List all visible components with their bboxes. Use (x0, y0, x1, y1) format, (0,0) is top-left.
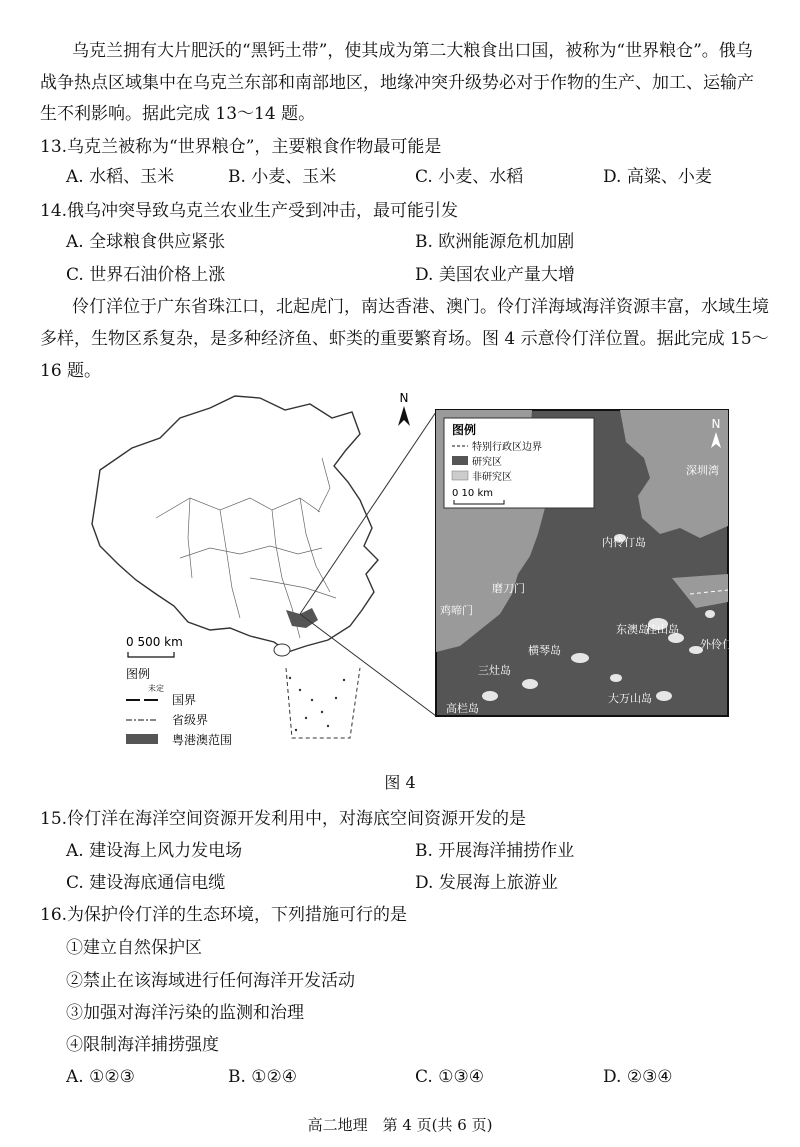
q14-stem: 14.俄乌冲突导致乌克兰农业生产受到冲击，最可能引发 (40, 201, 459, 221)
q16-item-4: ④限制海洋捕捞强度 (66, 1035, 219, 1055)
figure-4 (60, 378, 760, 756)
q13-option-c: C. 小麦、水稻 (415, 167, 524, 187)
hainan-island (274, 644, 290, 656)
q16-stem: 16.为保护伶仃洋的生态环境，下列措施可行的是 (40, 905, 408, 925)
q15-option-c: C. 建设海底通信电缆 (66, 873, 226, 893)
q14-option-c: C. 世界石油价格上涨 (66, 265, 226, 285)
nine-dash-line (286, 668, 360, 738)
china-north-arrow-icon (398, 406, 410, 426)
inset-north-label: N (711, 417, 721, 431)
china-legend-item-2: 省级界 (172, 713, 209, 727)
intro2-line-3: 16 题。 (40, 361, 102, 381)
q15-option-a: A. 建设海上风力发电场 (66, 841, 243, 861)
legend-study-area-symbol (452, 456, 468, 465)
q14-option-a: A. 全球粮食供应紧张 (66, 232, 226, 252)
china-legend-item-1: 国界 (172, 693, 197, 707)
q16-item-2: ②禁止在该海域进行任何海洋开发活动 (66, 971, 355, 991)
q15-option-b: B. 开展海洋捕捞作业 (415, 841, 575, 861)
q14-option-b: B. 欧洲能源危机加剧 (415, 232, 575, 252)
china-outline (92, 396, 378, 652)
q13-option-a: A. 水稻、玉米 (66, 167, 175, 187)
intro2-line-2: 多样，生物区系复杂，是多种经济鱼、虾类的重要繁育场。图 4 示意伶仃洋位置。据此完成 15～ (40, 329, 769, 349)
q16-option-b: B. ①②④ (228, 1067, 298, 1087)
south-sea-islands (289, 677, 345, 731)
place-longxue: 龙穴岛 (555, 434, 588, 447)
intro1-line-3: 生不利影响。据此完成 13～14 题。 (40, 104, 316, 124)
intro1-line-2: 战争热点区域集中在乌克兰东部和南部地区，地缘冲突升级势必对于作物的生产、加工、运输产 (40, 73, 754, 93)
q16-option-c: C. ①③④ (415, 1067, 484, 1087)
q13-option-b: B. 小麦、玉米 (228, 167, 337, 187)
q15-option-d: D. 发展海上旅游业 (415, 873, 558, 893)
china-legend-item-3: 粤港澳范围 (172, 733, 233, 747)
inset-map (436, 410, 744, 716)
q16-item-3: ③加强对海洋污染的监测和治理 (66, 1003, 304, 1023)
china-scale-label: 0 500 km (126, 635, 183, 649)
inset-legend-item-3: 非研究区 (472, 472, 512, 483)
china-map (92, 391, 436, 747)
place-qiao: 淇澳岛 (551, 488, 584, 501)
inset-legend-item-1: 特别行政区边界 (472, 442, 542, 453)
inset-scale-label: 0 10 km (452, 488, 493, 499)
legend-gba-symbol (126, 734, 158, 744)
q13-stem: 13.乌克兰被称为“世界粮仓”，主要粮食作物最可能是 (40, 137, 442, 157)
place-wailingding: 外伶仃岛 (700, 638, 744, 651)
place-guishan: 桂山岛 (646, 623, 679, 636)
q16-item-1: ①建立自然保护区 (66, 938, 202, 958)
intro1-line-1: 乌克兰拥有大片肥沃的“黑钙土带”，使其成为第二大粮食出口国，被称为“世界粮仓”。俄乌 (72, 41, 753, 61)
figure-4-svg (60, 378, 760, 756)
inset-legend-item-2: 研究区 (472, 457, 502, 468)
china-legend-undetermined: 未定 (148, 684, 164, 693)
q16-option-a: A. ①②③ (66, 1067, 135, 1087)
place-neilingding: 内伶仃岛 (602, 536, 646, 549)
place-dongao: 东澳岛 (616, 623, 649, 636)
place-jitimen: 鸡啼门 (440, 604, 473, 617)
china-north-label: N (399, 391, 409, 405)
inset-legend-title: 图例 (452, 423, 477, 437)
q13-option-d: D. 高粱、小麦 (603, 167, 712, 187)
q15-stem: 15.伶仃洋在海洋空间资源开发利用中，对海底空间资源开发的是 (40, 809, 527, 829)
place-shenzhenwan: 深圳湾 (686, 464, 719, 477)
place-dawanshan: 大万山岛 (608, 692, 652, 705)
figure-caption: 图 4 (384, 773, 416, 792)
place-gaolan: 高栏岛 (446, 702, 479, 715)
legend-non-study-area-symbol (452, 471, 468, 480)
china-scale-bar (128, 652, 174, 657)
page-footer: 高二地理 第 4 页(共 6 页) (307, 1116, 493, 1134)
place-modaomen: 磨刀门 (492, 582, 525, 595)
place-sanzao: 三灶岛 (478, 664, 511, 677)
q16-option-d: D. ②③④ (603, 1067, 673, 1087)
intro2-line-1: 伶仃洋位于广东省珠江口，北起虎门，南达香港、澳门。伶仃洋海域海洋资源丰富，水域生境 (72, 297, 769, 317)
q14-option-d: D. 美国农业产量大增 (415, 265, 575, 285)
china-legend-title: 图例 (126, 667, 151, 681)
place-hengqin: 横琴岛 (528, 644, 561, 657)
